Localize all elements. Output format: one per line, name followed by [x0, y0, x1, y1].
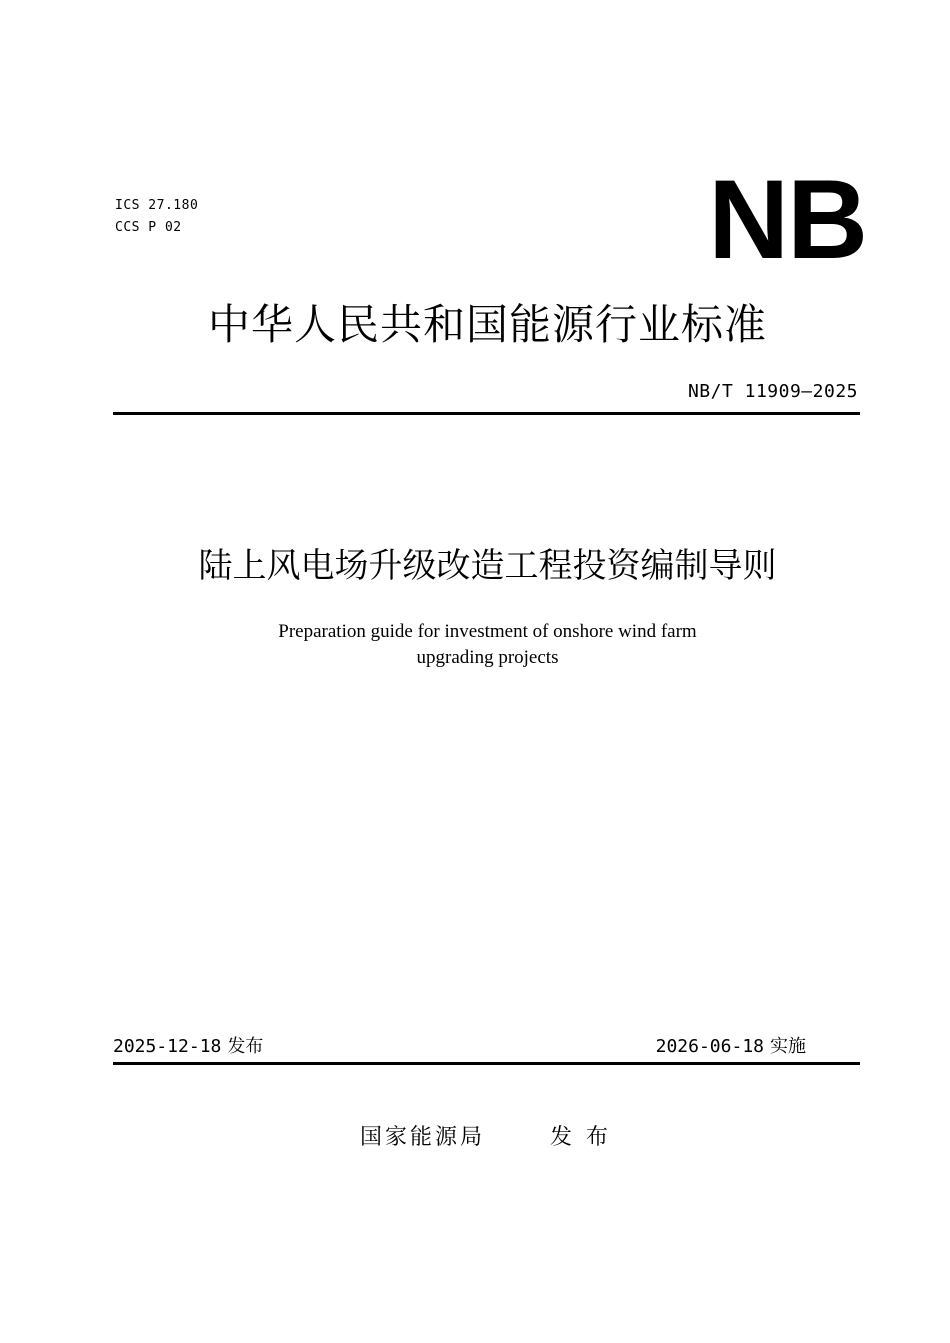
implement-date-suffix: 实施 [770, 1036, 806, 1057]
ics-code: ICS 27.180 [115, 198, 199, 213]
top-divider [113, 412, 860, 415]
issue-label: 发布 [550, 1125, 623, 1150]
issue-date: 2025-12-18 [113, 1036, 222, 1057]
issue-date-line [113, 1035, 263, 1059]
english-title-line-1: Preparation guide for investment of onshore wind farm [278, 621, 697, 642]
english-title-line-2: upgrading projects [416, 647, 559, 668]
issuing-authority: 国家能源局 [360, 1125, 486, 1150]
chinese-title: 陆上风电场升级改造工程投资编制导则 [198, 546, 777, 586]
industry-standard-title: 中华人民共和国能源行业标准 [207, 300, 767, 349]
bottom-divider [113, 1062, 860, 1065]
ccs-code: CCS P 02 [115, 220, 182, 235]
nb-logo: NB [708, 157, 866, 282]
implement-date-line [656, 1035, 806, 1059]
implement-date: 2026-06-18 [655, 1036, 764, 1057]
standard-number: NB/T 11909—2025 [687, 381, 858, 402]
issue-date-suffix: 发布 [227, 1036, 264, 1057]
